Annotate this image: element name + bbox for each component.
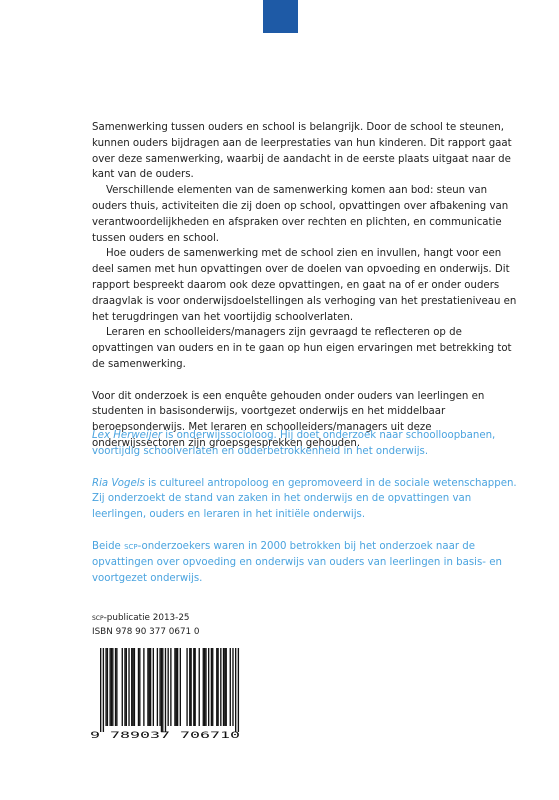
barcode-bar [157,648,158,726]
barcode-bars [100,648,239,732]
method-paragraph: Voor dit onderzoek is een enquête gehouden onder ouders van leerlingen en studenten in basisonderwijs, voortgezet onderwijs en het middelbaar beroepsonderwijs. Met leraren en schoolleiders/managers uit deze onderwijssectoren zijn groepsgesprekken gehouden. [92,390,485,449]
barcode-bar [177,648,178,726]
author-bios [92,428,517,602]
barcode-bar [199,648,200,726]
author-bio-herweijer: Lex Herweijer is onderwijssocioloog. Hij doet onderzoek naar schoolloopbanen, voortijdig schoolverlaten en ouderbetrokkenheid in het onderwijs. [92,430,496,457]
barcode-bar [128,648,129,726]
series-number: scp-publicatie 2013-25 [92,613,190,623]
author-name-vogels: Ria Vogels [92,477,145,489]
barcode-bar [122,648,123,726]
barcode-bar [162,648,163,732]
barcode-bar [115,648,116,726]
barcode-bar [103,648,104,732]
barcode-bar [126,648,127,726]
barcode-bar [139,648,140,726]
barcode-bar [203,648,204,726]
barcode-bar [220,648,221,726]
barcode-bar [168,648,169,726]
barcode-bar [150,648,151,726]
barcode-bar [124,648,125,726]
barcode-digits: 9 789037 706710 [90,730,240,741]
barcode-bar [216,648,217,726]
barcode-bar [138,648,139,726]
author-name-herweijer: Lex Herweijer [92,430,163,441]
barcode-bar [224,648,225,726]
barcode-bar [111,648,112,726]
barcode-bar [223,648,224,726]
barcode-bar [226,648,227,726]
barcode-bar [159,648,160,726]
barcode-bar [217,648,218,726]
barcode-bar [232,648,233,726]
barcode-bar [132,648,133,726]
isbn-line: ISBN 978 90 377 0671 0 [92,627,200,637]
intro-paragraph-4: Leraren en schoolleiders/managers zijn gevraagd te reflecteren op de opvattingen van ouders en in te gaan op hun eigen ervaringen met betrekking tot de samenwerking. [92,327,512,370]
barcode-bar [235,648,236,732]
isbn-barcode [88,644,248,744]
barcode-bar [153,648,154,726]
intro-paragraph-3: Hoe ouders de samenwerking met de school zien en invullen, hangt voor een deel samen met hun opvattingen over de doelen van opvoeding en onderwijs. Dit rapport bespreekt daarom ook deze opvattingen, en gaat na of er onder ouders draagvlak is voor onderwijsdoelstellingen als verhoging van het prestatieniveau en het terugdringen van het voortijdig schoolverlaten. [92,248,517,323]
joint-authors-note: Beide scp-onderzoekers waren in 2000 betrokken bij het onderzoek naar de opvattingen over opvoeding en onderwijs van ouders van leerlingen in basis- en voortgezet onderwijs. [92,540,502,584]
barcode-bar [190,648,191,726]
barcode-bar [131,648,132,726]
barcode-bar [143,648,144,726]
barcode-bar [211,648,212,726]
barcode-bar [112,648,113,726]
barcode-bar [170,648,171,726]
barcode-bar [205,648,206,726]
barcode-bar [105,648,106,726]
intro-paragraph-2: Verschillende elementen van de samenwerking komen aan bod: steun van ouders thuis, activiteiten die zij doen op school, opvattingen over afbakening van verantwoordelijkheden en afspraken over rechten en plichten, en communicatie tussen ouders en school. [92,185,509,244]
barcode-bar [109,648,110,726]
summary-text [92,120,517,452]
intro-paragraph-1: Samenwerking tussen ouders en school is belangrijk. Door de school te steunen, kunnen ouders bijdragen aan de leerprestaties van hun kinderen. Dit rapport gaat over deze samenwerking, waarbij de aandacht in de eerste plaats uitgaat naar de kant van de ouders. [92,122,512,181]
barcode-bar [176,648,177,726]
barcode-bar [189,648,190,726]
barcode-bar [107,648,108,726]
barcode-bar [212,648,213,726]
barcode-bar [161,648,162,732]
barcode-bar [230,648,231,726]
barcode-bar [238,648,239,732]
cover-color-tab [263,0,298,33]
barcode-bar [149,648,150,726]
barcode-bar [208,648,209,726]
barcode-bar [147,648,148,726]
author-bio-vogels: Ria Vogels is cultureel antropoloog en gepromoveerd in de sociale wetenschappen. Zij onderzoekt de stand van zaken in het onderwijs en de opvattingen van leerlingen, ouders en leraren in het initiële onderwijs. [92,477,517,521]
barcode-bar [100,648,101,732]
barcode-bar [204,648,205,726]
publication-info [92,611,200,639]
barcode-bar [180,648,181,726]
barcode-bar [193,648,194,726]
barcode-bar [186,648,187,726]
barcode-bar [165,648,166,732]
barcode-bar [195,648,196,726]
barcode-bar [174,648,175,726]
barcode-bar [134,648,135,726]
barcode-bar [116,648,117,726]
